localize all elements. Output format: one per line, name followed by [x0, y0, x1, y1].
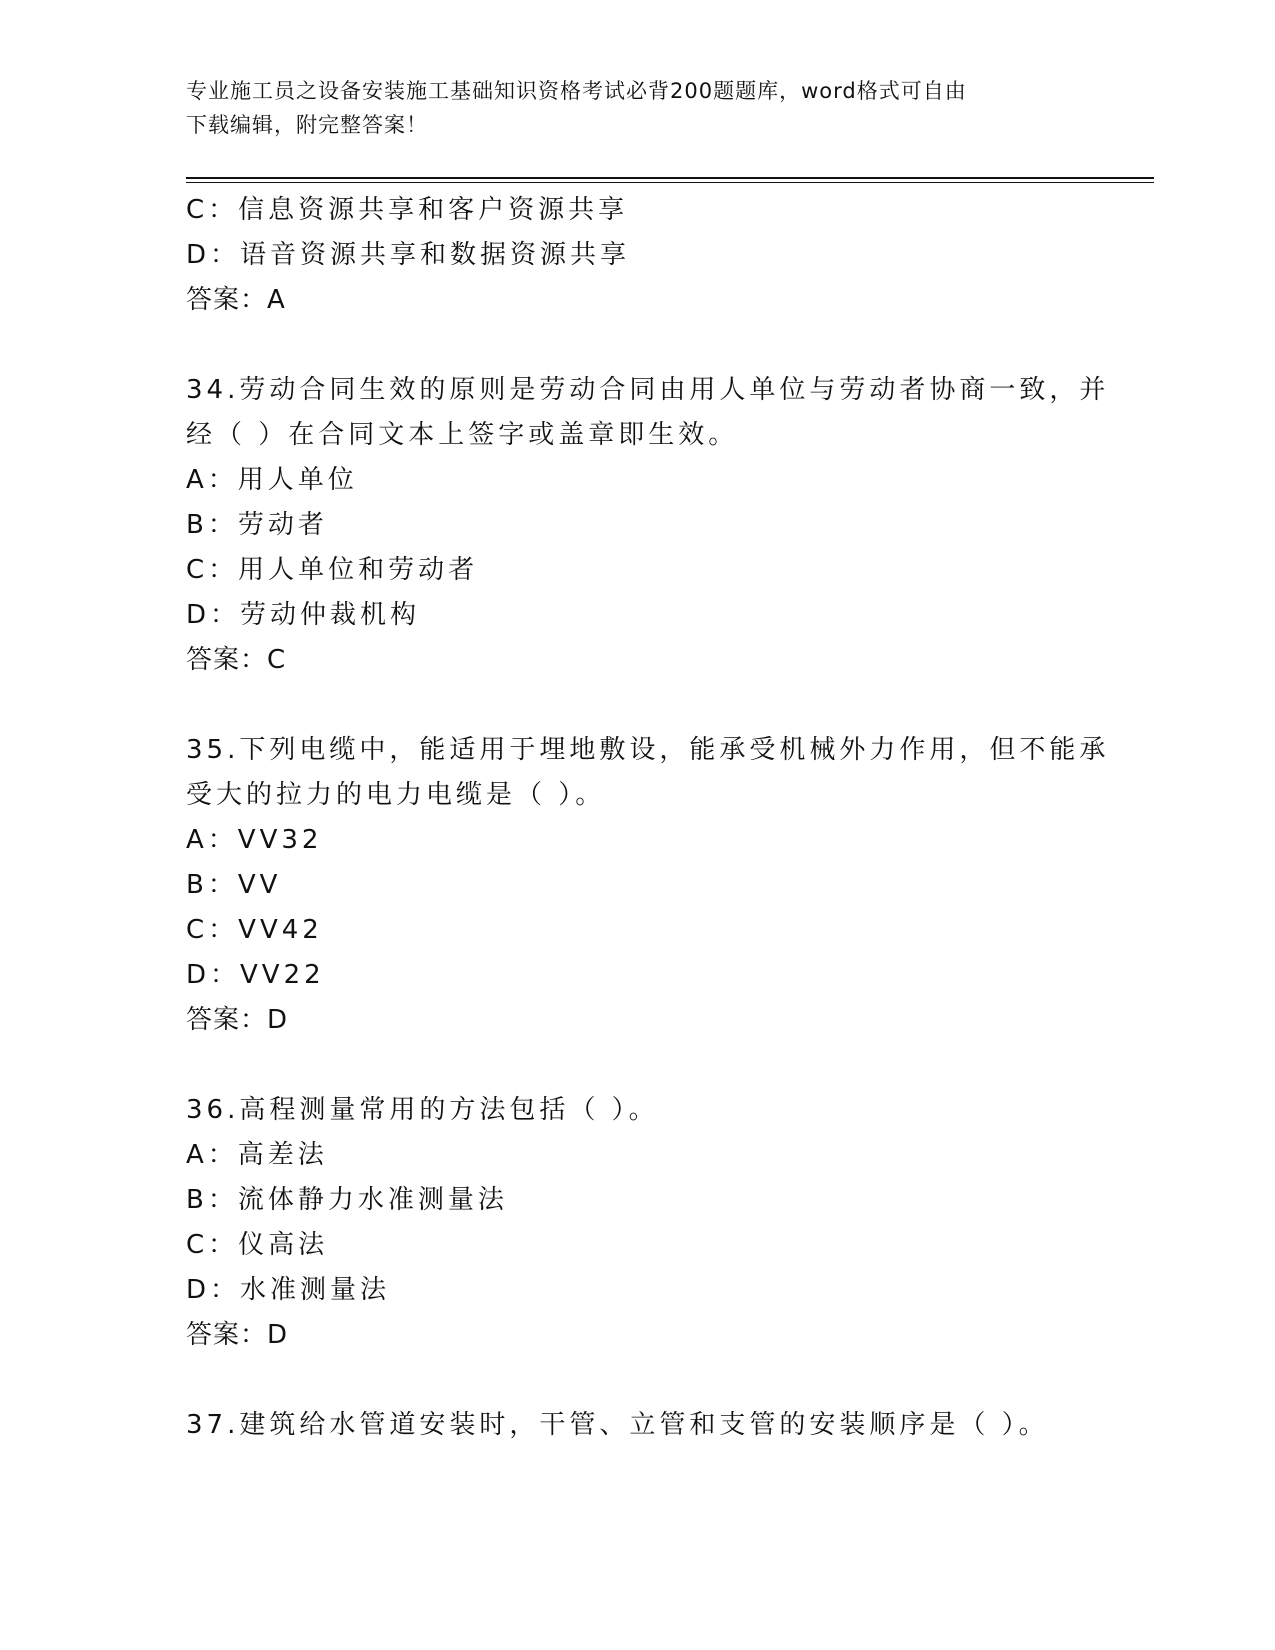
option-c: C：信息资源共享和客户资源共享: [186, 195, 629, 225]
question-text-line-1: 34.劳动合同生效的原则是劳动合同由用人单位与劳动者协商一致，并: [186, 375, 1110, 405]
header-divider-thin: [186, 182, 1154, 183]
option-c: C：VV42: [186, 915, 323, 945]
document-header: [186, 74, 1066, 142]
option-b: B：流体静力水准测量法: [186, 1185, 508, 1215]
question-text-line-1: 36.高程测量常用的方法包括（ ）。: [186, 1095, 659, 1125]
question-text-line-2: 受大的拉力的电力电缆是（ ）。: [186, 780, 606, 810]
answer-line: 答案：C: [186, 645, 287, 675]
header-title-line-1: 专业施工员之设备安装施工基础知识资格考试必背200题题库，word格式可自由: [186, 79, 967, 103]
option-c: C：用人单位和劳动者: [186, 555, 479, 585]
header-title-line-2: 下载编辑，附完整答案！: [186, 113, 428, 137]
option-c: C：仪高法: [186, 1230, 329, 1260]
question-spacer: [186, 1358, 1086, 1403]
question-spacer: [186, 683, 1086, 728]
question-spacer: [186, 323, 1086, 368]
question-34: [186, 368, 1110, 683]
question-text-line-2: 经（ ）在合同文本上签字或盖章即生效。: [186, 420, 739, 450]
question-spacer: [186, 1043, 1086, 1088]
previous-question-tail: [186, 188, 1086, 323]
option-b: B：劳动者: [186, 510, 328, 540]
question-35: [186, 728, 1110, 1043]
option-d: D：水准测量法: [186, 1275, 391, 1305]
question-37: [186, 1403, 1086, 1448]
question-36: [186, 1088, 1086, 1358]
option-a: A：高差法: [186, 1140, 328, 1170]
option-d: D：VV22: [186, 960, 325, 990]
question-text-line-1: 35.下列电缆中，能适用于埋地敷设，能承受机械外力作用，但不能承: [186, 735, 1110, 765]
header-divider-thick: [186, 177, 1154, 179]
option-a: A：用人单位: [186, 465, 358, 495]
option-b: B：VV: [186, 870, 282, 900]
option-d: D：劳动仲裁机构: [186, 600, 421, 630]
question-list: [186, 188, 1110, 1448]
question-text-line-1: 37.建筑给水管道安装时，干管、立管和支管的安装顺序是（ ）。: [186, 1410, 1049, 1440]
option-a: A：VV32: [186, 825, 323, 855]
answer-line: 答案：A: [186, 285, 286, 315]
option-d: D：语音资源共享和数据资源共享: [186, 240, 631, 270]
answer-line: 答案：D: [186, 1005, 289, 1035]
answer-line: 答案：D: [186, 1320, 289, 1350]
